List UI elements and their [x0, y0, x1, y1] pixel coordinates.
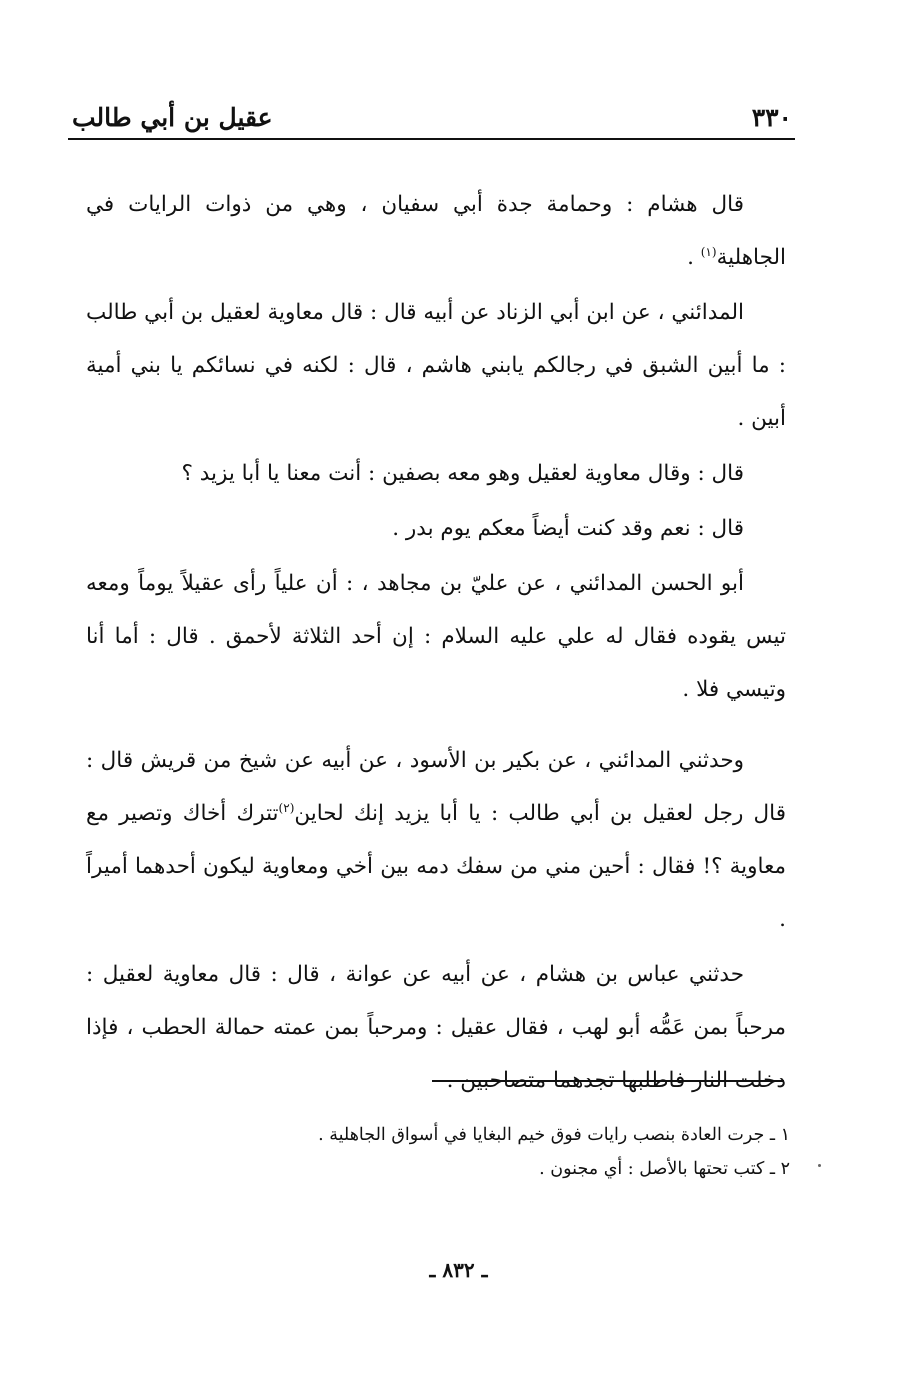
paragraph-abbas: حدثني عباس بن هشام ، عن أبيه عن عوانة ، قال : قال معاوية لعقيل : مرحباً بمن عَمُّه أبو لهب ، فقال عقيل : ومرحباً بمن عمته حمالة الحطب ، فإذا دخلت النار فاطلبها تجدهما متصاحبين . [86, 962, 786, 1093]
running-title: عقيل بن أبي طالب [72, 103, 273, 132]
paragraph-siffin-answer: قال : نعم وقد كنت أيضاً معكم يوم بدر . [392, 516, 744, 541]
footnote-1: ١ ـ جرت العادة بنصب رايات فوق خيم البغايا في أسواق الجاهلية . [318, 1125, 790, 1145]
footer-page-number: ـ ٨٣٢ ـ [429, 1258, 488, 1282]
paragraph-madaini-1: المدائني ، عن ابن أبي الزناد عن أبيه قال : قال معاوية لعقيل بن أبي طالب : ما أبين الشبق في رجالكم يابني هاشم ، قال : لكنه في نسائكم يا بني أمية أبين . [86, 300, 786, 431]
header-page-number: ٣٣٠ [751, 103, 792, 132]
paragraph-hisham: قال هشام : وحمامة جدة أبي سفيان ، وهي من ذوات الرايات في الجاهلية$^{(١)}$ . [86, 192, 786, 270]
body-text [86, 178, 786, 1107]
paragraph-siffin-question: قال : وقال معاوية لعقيل وهو معه بصفين : أنت معنا يا أبا يزيد ؟ [181, 461, 744, 486]
footnote-2: ٢ ـ كتب تحتها بالأصل : أي مجنون . [539, 1159, 790, 1179]
paragraph-bukair: وحدثني المدائني ، عن بكير بن الأسود ، عن أبيه عن شيخ من قريش قال : قال رجل لعقيل بن أبي طالب : يا أبا يزيد إنك لحاين$^{(٢)}$تترك أخاك وتصير مع معاوية ؟! فقال : أحين مني من سفك دمه بين أخي ومعاوية ليكون أحدهما أميراً . [86, 748, 787, 932]
footnotes [200, 1118, 790, 1186]
footnote-rule [432, 1080, 784, 1082]
scan-speck [818, 1164, 821, 1167]
header-rule [68, 138, 795, 140]
footnote-ref-1: (١) [700, 244, 717, 259]
page-header [72, 88, 792, 132]
paragraph-ali-goat: أبو الحسن المدائني ، عن عليّ بن مجاهد ، : أن علياً رأى عقيلاً يوماً ومعه تيس يقوده فقال له علي عليه السلام : إن أحد الثلاثة لأحمق . قال : أما أنا وتيسي فلا . [86, 571, 786, 702]
footnote-ref-2: (٢) [278, 800, 295, 815]
